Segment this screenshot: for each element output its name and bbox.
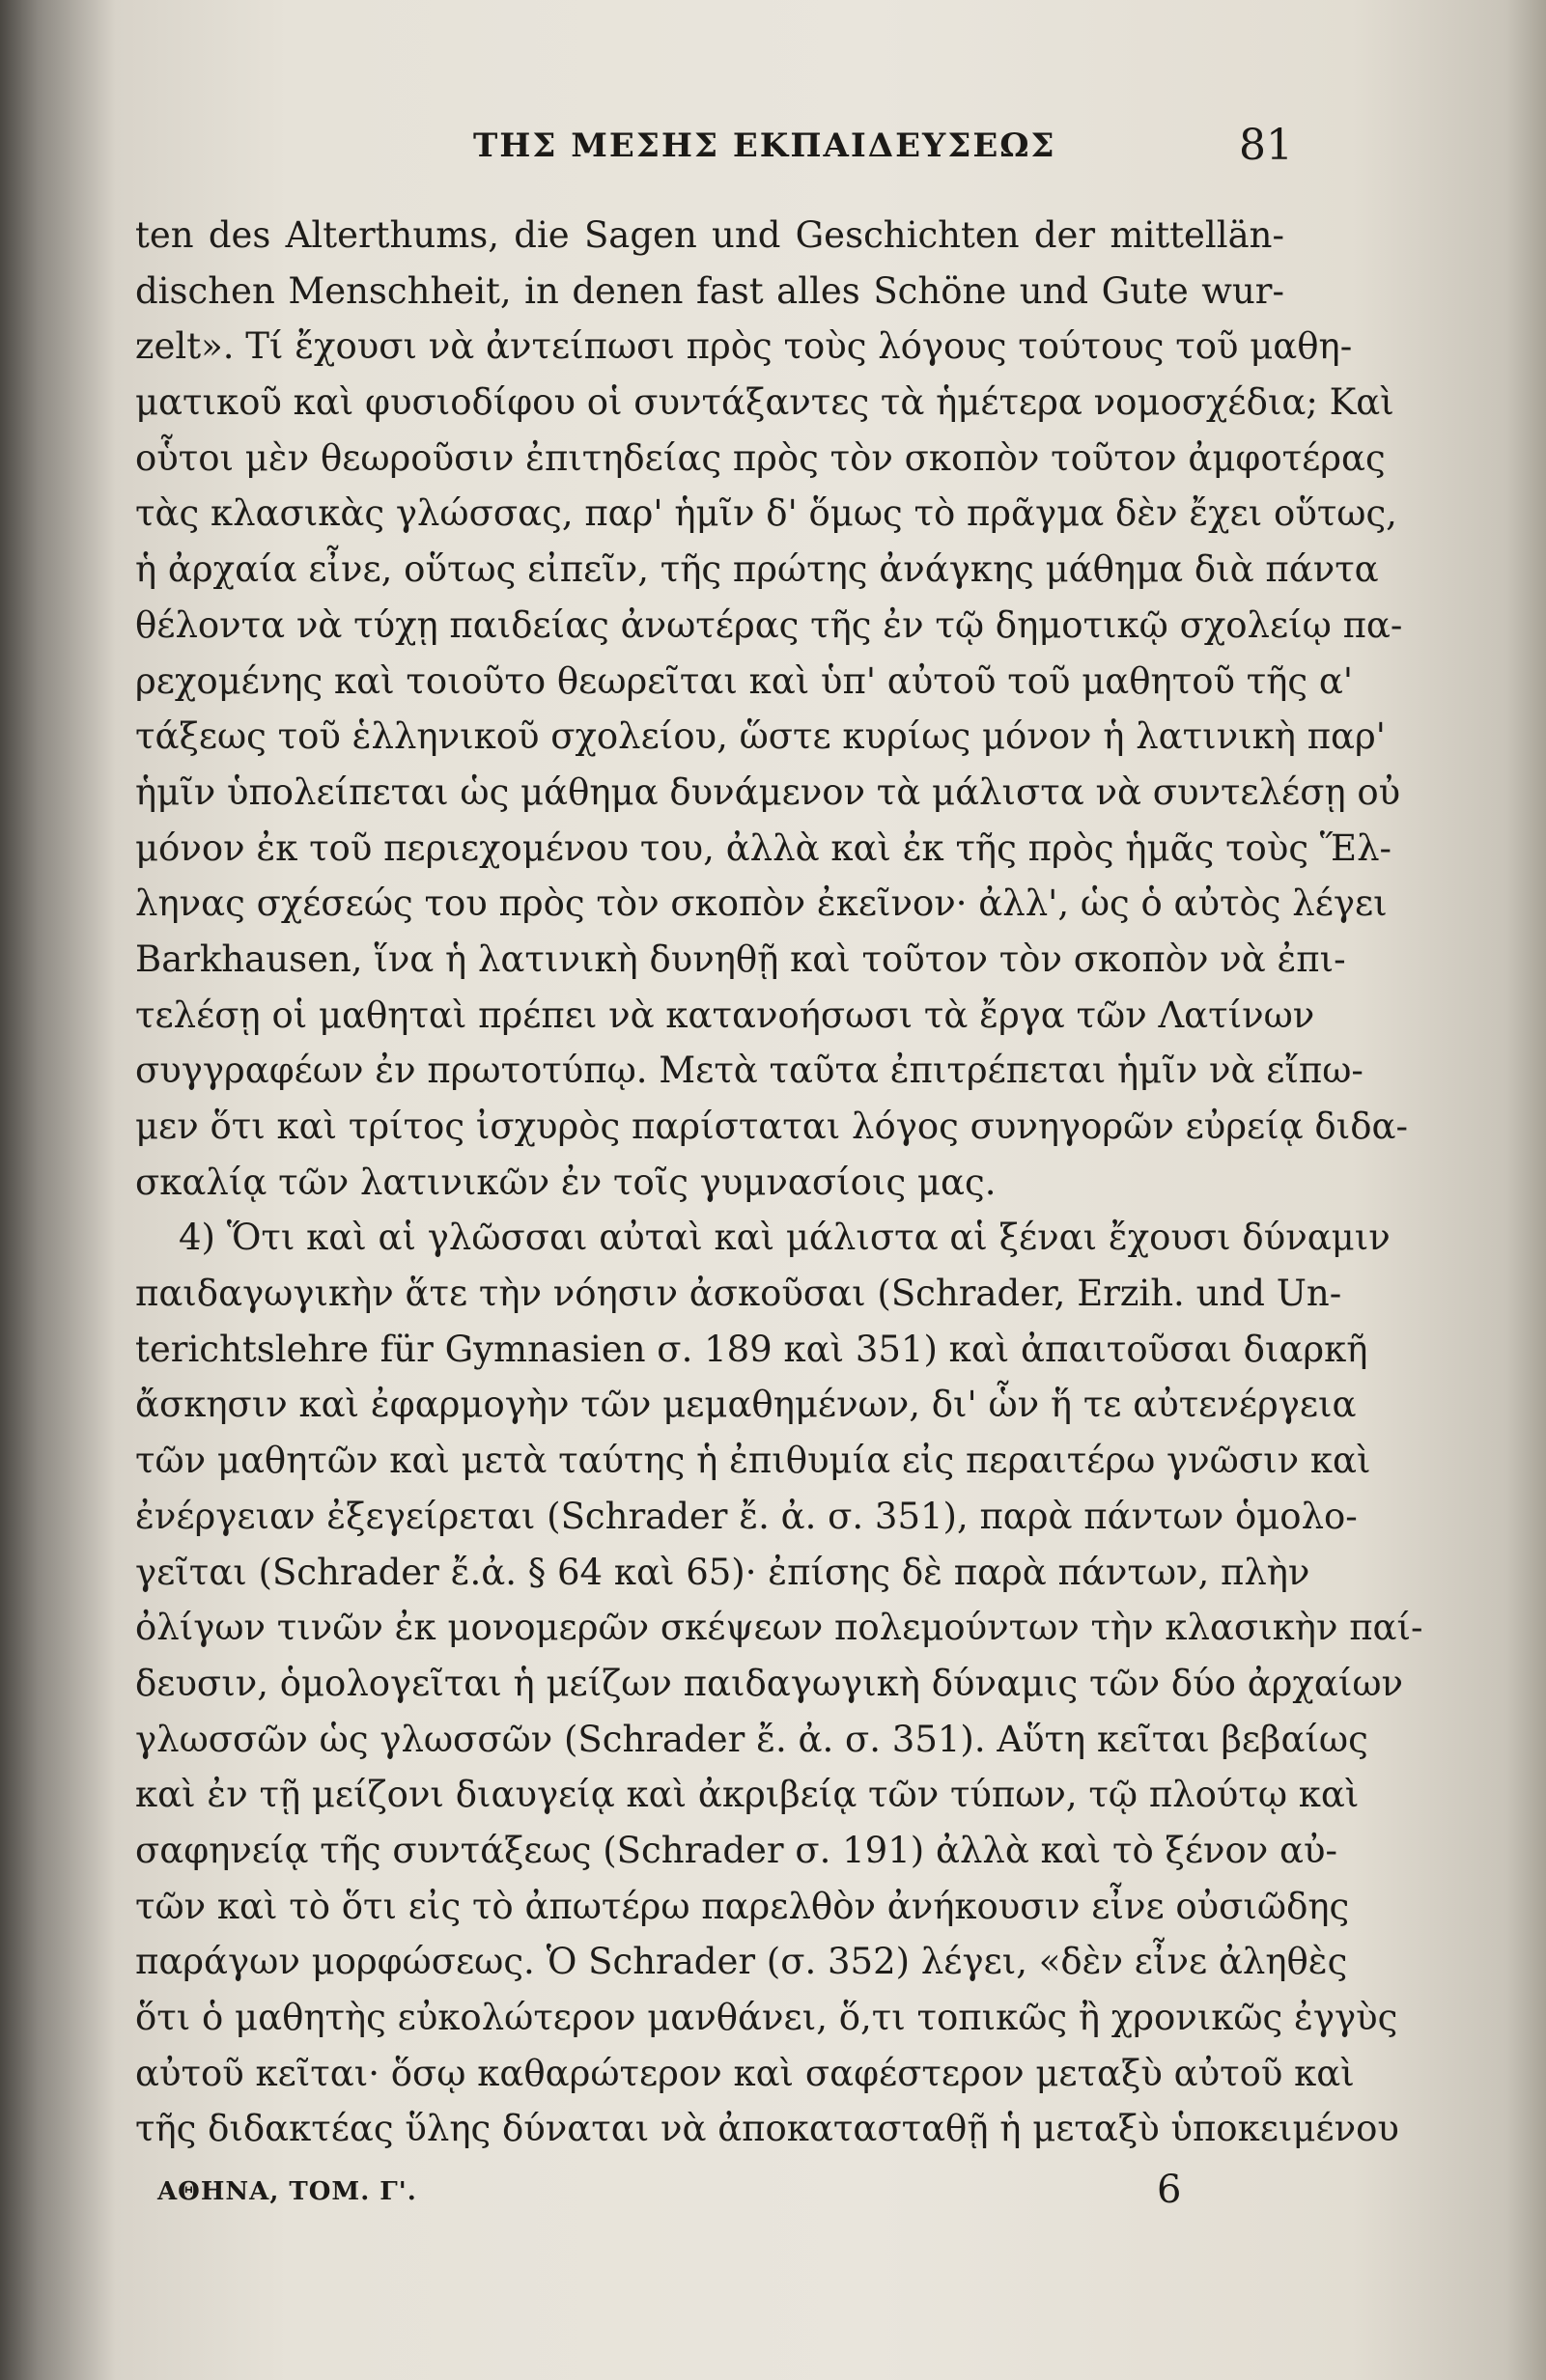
page-number: 81 (1239, 121, 1293, 170)
text-line: Barkhausen, ἵνα ἡ λατινικὴ δυνηθῇ καὶ τοῦτον τὸν σκοπὸν νὰ ἐπι- (135, 938, 1346, 980)
text-line: τῶν καὶ τὸ ὅτι εἰς τὸ ἀπωτέρω παρελθὸν ἀνήκουσιν εἶνε οὐσιῶδης (135, 1885, 1350, 1927)
running-head: ΤΗΣ ΜΕΣΗΣ ΕΚΠΑΙΔΕΥΣΕΩΣ (473, 126, 1056, 165)
text-line: σαφηνείᾳ τῆς συντάξεως (Schrader σ. 191) ἀλλὰ καὶ τὸ ξένον αὐ- (135, 1829, 1338, 1871)
text-line: τὰς κλασικὰς γλώσσας, παρ' ἡμῖν δ' ὅμως τὸ πρᾶγμα δὲν ἔχει οὕτως, (135, 492, 1397, 535)
text-line: ὀλίγων τινῶν ἐκ μονομερῶν σκέψεων πολεμούντων τὴν κλασικὴν παί- (135, 1607, 1423, 1649)
text-line: θέλοντα νὰ τύχῃ παιδείας ἀνωτέρας τῆς ἐν τῷ δημοτικῷ σχολείῳ πα- (135, 603, 1403, 646)
text-line: δευσιν, ὁμολογεῖται ἡ μείζων παιδαγωγικὴ δύναμις τῶν δύο ἀρχαίων (135, 1662, 1404, 1704)
text-line: τῶν μαθητῶν καὶ μετὰ ταύτης ἡ ἐπιθυμία εἰς περαιτέρω γνῶσιν καὶ (135, 1440, 1371, 1482)
text-line: ἡ ἀρχαία εἶνε, οὕτως εἰπεῖν, τῆς πρώτης ἀνάγκης μάθημα διὰ πάντα (135, 548, 1379, 591)
text-line: τελέσῃ οἱ μαθηταὶ πρέπει νὰ κατανοήσωσι τὰ ἔργα τῶν Λατίνων (135, 994, 1315, 1036)
text-line: ματικοῦ καὶ φυσιοδίφου οἱ συντάξαντες τὰ ἡμέτερα νομοσχέδια; Καὶ (135, 381, 1394, 424)
text-line: τῆς διδακτέας ὕλης δύναται νὰ ἀποκατασταθῇ ἡ μεταξὺ ὑποκειμένου (135, 2108, 1399, 2150)
text-line: ληνας σχέσεώς του πρὸς τὸν σκοπὸν ἐκεῖνον· ἀλλ', ὡς ὁ αὐτὸς λέγει (135, 882, 1388, 925)
text-line: ὅτι ὁ μαθητὴς εὐκολώτερον μανθάνει, ὅ,τι τοπικῶς ἢ χρονικῶς ἐγγὺς (135, 1997, 1398, 2038)
text-line: zelt». Τί ἔχουσι νὰ ἀντείπωσι πρὸς τοὺς λόγους τούτους τοῦ μαθη- (135, 325, 1353, 368)
text-line: παράγων μορφώσεως. Ὁ Schrader (σ. 352) λέγει, «δὲν εἶνε ἀληθὲς (135, 1941, 1348, 1983)
text-line: παιδαγωγικὴν ἅτε τὴν νόησιν ἀσκοῦσαι (Schrader, Erzih. und Un- (135, 1273, 1342, 1315)
text-line: τάξεως τοῦ ἑλληνικοῦ σχολείου, ὥστε κυρίως μόνον ἡ λατινικὴ παρ' (135, 715, 1386, 758)
text-line: οὗτοι μὲν θεωροῦσιν ἐπιτηδείας πρὸς τὸν σκοπὸν τοῦτον ἀμφοτέρας (135, 436, 1386, 479)
paragraph-start-line: 4) Ὅτι καὶ αἱ γλῶσσαι αὐταὶ καὶ μάλιστα αἱ ξέναι ἔχουσι δύναμιν (179, 1217, 1391, 1259)
text-line: ἡμῖν ὑπολείπεται ὡς μάθημα δυνάμενον τὰ μάλιστα νὰ συντελέσῃ οὐ (135, 770, 1401, 813)
text-line: μόνον ἐκ τοῦ περιεχομένου του, ἀλλὰ καὶ ἐκ τῆς πρὸς ἡμᾶς τοὺς Ἕλ- (135, 826, 1392, 869)
text-line: terichtslehre für Gymnasien σ. 189 καὶ 351) καὶ ἀπαιτοῦσαι διαρκῆ (135, 1328, 1368, 1370)
page-footer (0, 2168, 1546, 2226)
page-header (0, 121, 1546, 179)
text-line: ten des Alterthums, die Sagen und Geschichten der mittellän- (135, 214, 1284, 256)
text-line: μεν ὅτι καὶ τρίτος ἰσχυρὸς παρίσταται λόγος συνηγορῶν εὐρείᾳ διδα- (135, 1106, 1408, 1147)
text-line: αὐτοῦ κεῖται· ὅσῳ καθαρώτερον καὶ σαφέστερον μεταξὺ αὐτοῦ καὶ (135, 2052, 1355, 2094)
text-line: ἄσκησιν καὶ ἐφαρμογὴν τῶν μεμαθημένων, δι' ὧν ἥ τε αὐτενέργεια (135, 1384, 1357, 1426)
text-line: ρεχομένης καὶ τοιοῦτο θεωρεῖται καὶ ὑπ' αὐτοῦ τοῦ μαθητοῦ τῆς α' (135, 659, 1353, 702)
signature-mark: 6 (1157, 2168, 1182, 2212)
text-line: ἐνέργειαν ἐξεγείρεται (Schrader ἔ. ἀ. σ. 351), παρὰ πάντων ὁμολο- (135, 1495, 1358, 1537)
text-line: γεῖται (Schrader ἔ.ἀ. § 64 καὶ 65)· ἐπίσης δὲ παρὰ πάντων, πλὴν (135, 1551, 1310, 1593)
body-text (135, 208, 1423, 2157)
text-line: γλωσσῶν ὡς γλωσσῶν (Schrader ἔ. ἀ. σ. 351). Αὕτη κεῖται βεβαίως (135, 1718, 1368, 1760)
text-line: dischen Menschheit, in denen fast alles Schöne und Gute wur- (135, 269, 1284, 312)
paragraph-end-line: σκαλίᾳ τῶν λατινικῶν ἐν τοῖς γυμνασίοις μας. (135, 1161, 997, 1203)
text-line: συγγραφέων ἐν πρωτοτύπῳ. Μετὰ ταῦτα ἐπιτρέπεται ἡμῖν νὰ εἴπω- (135, 1050, 1363, 1092)
text-line: καὶ ἐν τῇ μείζονι διαυγείᾳ καὶ ἀκριβείᾳ τῶν τύπων, τῷ πλούτῳ καὶ (135, 1774, 1360, 1816)
journal-volume-line: ΑΘΗΝΑ, ΤΟΜ. Γ'. (157, 2177, 417, 2206)
